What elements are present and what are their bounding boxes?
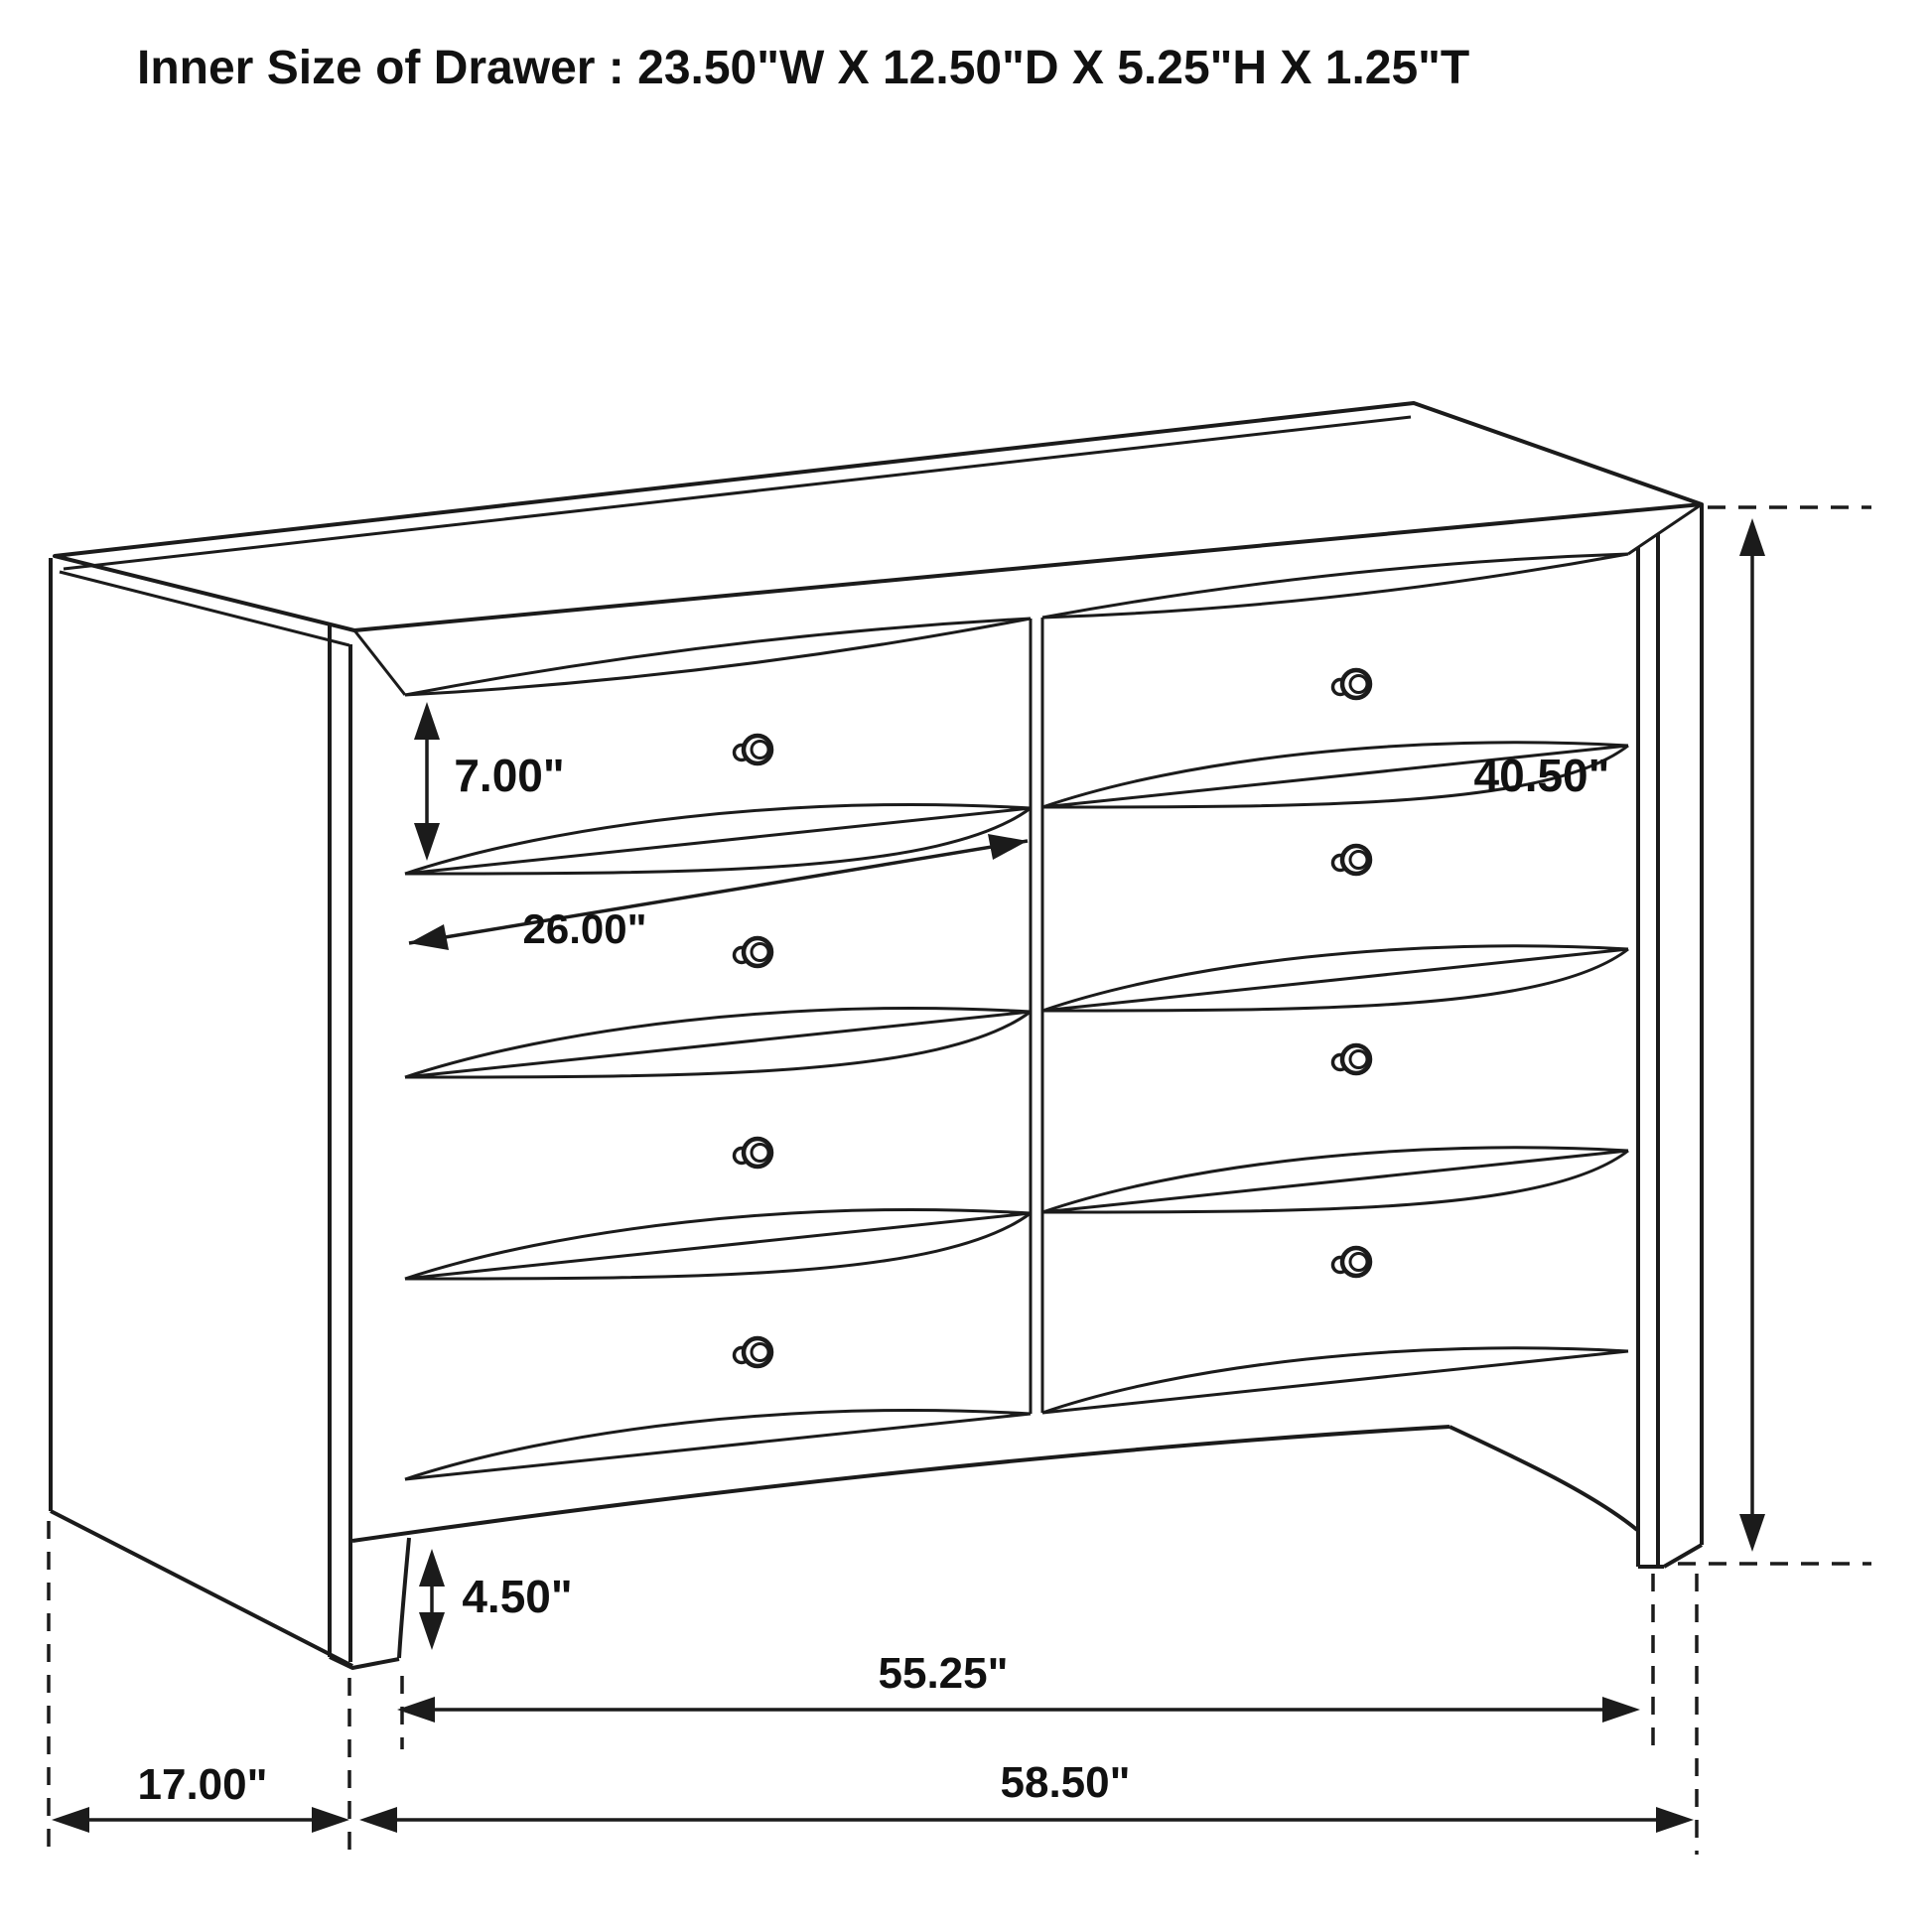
right-row3-gap (1042, 1151, 1628, 1212)
dim-label-drawer-front-width: 26.00" (522, 905, 647, 952)
dresser-body-outline (51, 403, 1702, 1668)
knob-right-row2 (1333, 846, 1371, 874)
arrowhead-down-icon (1739, 1514, 1765, 1552)
dim-label-overall-height: 40.50" (1473, 750, 1610, 801)
dim-label-drawer-front-height: 7.00" (454, 750, 565, 801)
dim-drawer-front-width (409, 834, 1028, 952)
right-rail-top (1042, 1351, 1628, 1413)
arrowhead-right-icon (1656, 1807, 1694, 1833)
left-top-lens-lower (405, 619, 1031, 695)
top-left-inner-edge (60, 572, 349, 645)
apron-bottom-edge (352, 1427, 1449, 1541)
arrowhead-down-icon (419, 1612, 445, 1650)
dim-drawer-front-height (414, 702, 565, 861)
dim-label-leg-height: 4.50" (462, 1571, 573, 1622)
right-top-lens-upper (1042, 554, 1628, 618)
arrowhead-down-icon (414, 823, 440, 861)
dim-side-depth (49, 1521, 349, 1855)
right-row2-gap (1042, 949, 1628, 1011)
left-row2-gap (405, 1012, 1031, 1077)
frame-left-bevel (354, 630, 405, 695)
dresser-top-face (55, 403, 1702, 630)
drawer-front-curves (405, 554, 1628, 1479)
arrowhead-up-icon (419, 1549, 445, 1587)
arrowhead-up-icon (414, 702, 440, 740)
dim-label-side-depth: 17.00" (137, 1760, 268, 1809)
right-leg-bracket (1449, 1427, 1637, 1530)
left-leg-inner-edge (399, 1538, 409, 1658)
left-top-lens-upper (405, 619, 1031, 695)
knob-left-row1 (735, 736, 772, 763)
knob-left-row4 (735, 1338, 772, 1366)
knob-left-row3 (735, 1139, 772, 1167)
knob-right-row3 (1333, 1045, 1371, 1073)
arrowhead-right-icon (1602, 1697, 1640, 1723)
knob-right-row4 (1333, 1248, 1371, 1276)
arrowhead-left-icon (359, 1807, 397, 1833)
top-back-inner-edge (64, 417, 1411, 569)
arrowhead-left-icon (52, 1807, 89, 1833)
arrowhead-right-icon (988, 834, 1028, 860)
dim-front-width-between-legs (397, 1574, 1653, 1749)
diagram-title: Inner Size of Drawer : 23.50"W X 12.50"D X 5.25"H X 1.25"T (137, 42, 1470, 94)
knob-right-row1 (1333, 670, 1371, 698)
left-panel-bottom-edge (51, 1511, 352, 1666)
dim-leg-height (419, 1549, 573, 1650)
right-top-lens-lower (1042, 554, 1628, 618)
dim-label-overall-width: 58.50" (1000, 1758, 1131, 1807)
left-row3-gap (405, 1213, 1031, 1279)
left-row1-gap (405, 808, 1031, 874)
dim-overall-height (1474, 507, 1871, 1564)
arrowhead-left-icon (409, 924, 449, 950)
knob-left-row2 (735, 938, 772, 966)
arrowhead-up-icon (1739, 518, 1765, 556)
dim-label-front-width-between-legs: 55.25" (878, 1649, 1009, 1698)
drawer-knobs (735, 670, 1371, 1366)
arrowhead-right-icon (312, 1807, 349, 1833)
